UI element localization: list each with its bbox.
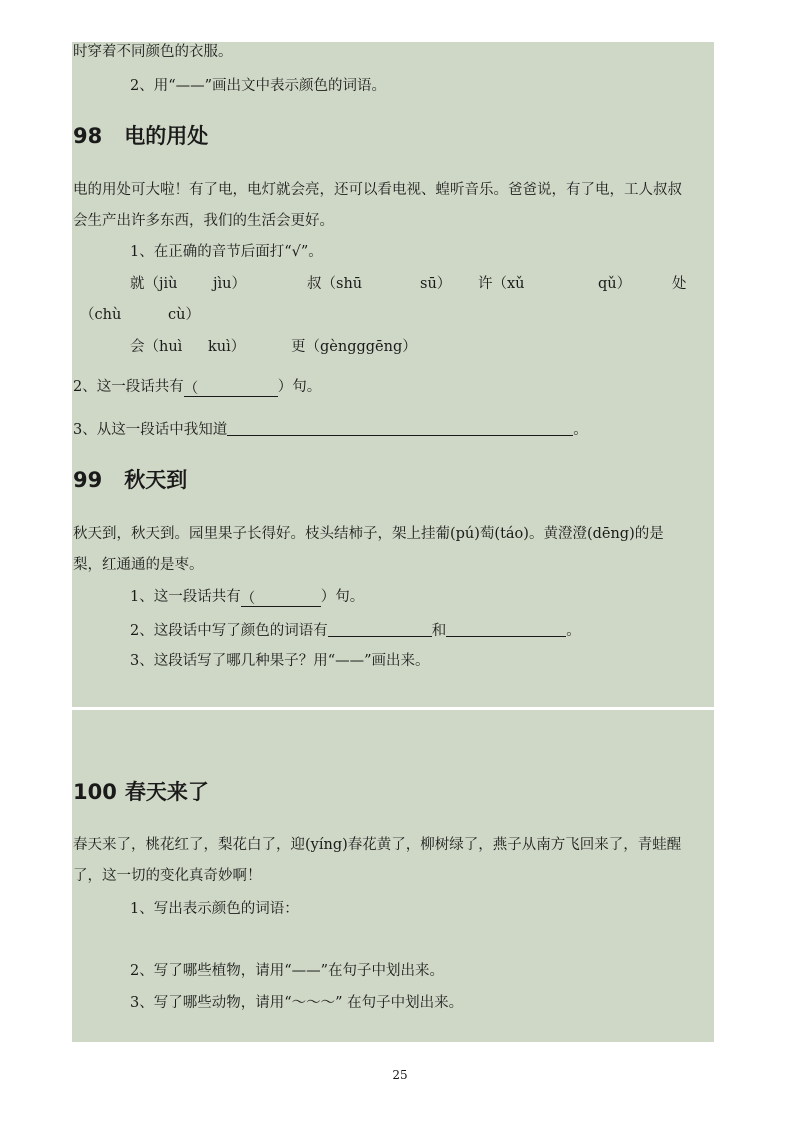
continuation-question: 2、用“——”画出文中表示颜色的词语。 — [130, 78, 387, 94]
section-100-question-3: 3、写了哪些动物，请用“～～～” 在句子中划出来。 — [130, 995, 464, 1011]
fill-blank[interactable] — [227, 421, 573, 436]
pinyin-option: （chù — [80, 307, 122, 323]
section-99-question-1 — [130, 590, 364, 607]
pinyin-option: jìu） — [213, 276, 246, 292]
fill-blank[interactable] — [184, 382, 278, 397]
page-number: 25 — [392, 1068, 408, 1082]
section-98-paragraph-line-1: 电的用处可大啦！有了电，电灯就会亮，还可以看电视、蝗听音乐。爸爸说，有了电，工人叔叔 — [73, 182, 682, 198]
question-text: 1、这一段话共有 — [130, 589, 241, 605]
pinyin-option: 更（gèngggēng） — [291, 339, 417, 355]
pinyin-option: sū） — [420, 276, 452, 292]
fill-blank[interactable] — [328, 622, 432, 637]
blank-paren: （ — [183, 381, 199, 397]
pinyin-option: 处 — [672, 276, 687, 292]
section-99-heading — [73, 470, 187, 491]
question-text: 2、这段话中写了颜色的词语有 — [130, 623, 328, 639]
section-98-question-3 — [73, 421, 588, 438]
fill-blank[interactable] — [241, 592, 321, 607]
pinyin-option: 叔（shū — [307, 276, 363, 292]
section-100-paragraph-line-2: 了，这一切的变化真奇妙啊！ — [73, 868, 262, 884]
section-99-question-2 — [130, 622, 581, 639]
pinyin-option: 会（huì — [130, 339, 183, 355]
section-100-question-1: 1、写出表示颜色的词语： — [130, 901, 299, 917]
section-99-paragraph-line-1: 秋天到，秋天到。园里果子长得好。枝头结柿子，架上挂葡(pú)萄(táo)。黄澄澄(dēng)的是 — [73, 526, 664, 542]
section-100-heading — [73, 782, 209, 803]
question-text: 。 — [566, 623, 581, 639]
section-99-question-3: 3、这段话写了哪几种果子？用“——”画出来。 — [130, 653, 430, 669]
question-text: ）句。 — [320, 589, 365, 605]
pinyin-option: 就（jiù — [130, 276, 178, 292]
section-100-paragraph-line-1: 春天来了，桃花红了，梨花白了，迎(yíng)春花黄了，柳树绿了，燕子从南方飞回来了，青蛙醒 — [73, 837, 682, 853]
section-99-paragraph-line-2: 梨，红通通的是枣。 — [73, 557, 204, 573]
section-98-question-2 — [73, 380, 321, 397]
question-text: ）句。 — [277, 379, 322, 395]
section-99-number: 99 — [73, 468, 103, 492]
section-98-title: 电的用处 — [124, 124, 209, 148]
section-98-heading — [73, 126, 208, 147]
question-text: 和 — [431, 623, 447, 639]
question-text: 2、这一段话共有 — [73, 379, 184, 395]
question-text: 。 — [573, 422, 588, 438]
blank-paren: （ — [240, 591, 256, 607]
section-99-title: 秋天到 — [124, 468, 188, 492]
section-100-number: 100 — [73, 780, 117, 804]
section-98-paragraph-line-2: 会生产出许多东西，我们的生活会更好。 — [73, 213, 334, 229]
pinyin-option: qǔ） — [598, 276, 632, 292]
fill-blank[interactable] — [446, 622, 566, 637]
question-text: 3、从这一段话中我知道 — [73, 422, 228, 438]
section-98-number: 98 — [73, 124, 103, 148]
pinyin-option: 许（xǔ — [478, 276, 525, 292]
continuation-text: 时穿着不同颜色的衣服。 — [73, 44, 233, 60]
section-100-question-2: 2、写了哪些植物，请用“——”在句子中划出来。 — [130, 963, 445, 979]
section-100-title: 春天来了 — [124, 780, 209, 804]
pinyin-option: cù） — [168, 307, 200, 323]
section-98-question-1: 1、在正确的音节后面打“√”。 — [130, 244, 323, 260]
pinyin-option: kuì） — [208, 339, 246, 355]
